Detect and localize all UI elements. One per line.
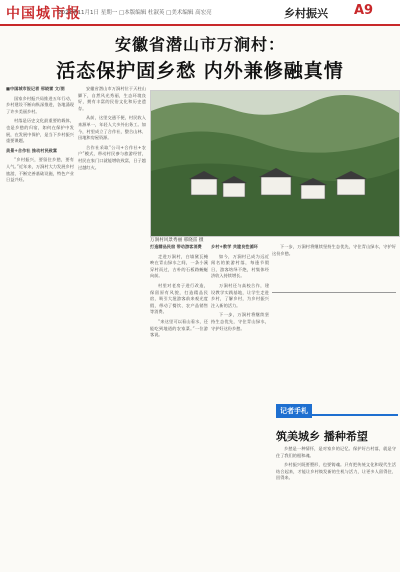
- section-divider: [272, 292, 396, 293]
- paragraph: 如今，万涧村已成为远近闻名的旅游村落，每逢节假日，游客络绎不绝，村集体经济收入持续增长。: [211, 253, 269, 279]
- paragraph: 乡村振兴既要塑形，也要铸魂。只有把传统文化和现代生活结合起来，才能让乡村焕发新的生机与活力，让更多人留得住、回得来。: [276, 462, 396, 481]
- page-number: A9: [354, 3, 374, 18]
- paragraph: 下一步，万涧村将继续坚持生态优先，守住青山绿水，守护好这份乡愁。: [211, 312, 269, 331]
- feature-badge: [276, 404, 398, 420]
- newspaper-logo: 中国城市报: [6, 6, 81, 22]
- paragraph: 万涧村还与高校合作，建设教学实践基地，让学生走进乡村，了解乡村，为乡村振兴注入新的活力。: [211, 282, 269, 308]
- paragraph: 乡愁是一种情怀，是对家乡的记忆。保护好古村落，就是守住了我们的根和魂。: [276, 446, 396, 458]
- text-column-5: [272, 244, 396, 290]
- paragraph: 从前，这里交通不便，村民收入来源单一，年轻人大多外出务工。如今，村里成立了合作社，整合山林、田地和房屋资源。: [78, 115, 146, 141]
- feature-title: 筑美城乡 播种希望: [276, 430, 368, 443]
- paragraph: 村落是历史文化最重要的载体，也是乡愁的归宿，如何在保护中发展，在发展中保护，是当下乡村振兴重要课题。: [6, 118, 74, 144]
- subheading: 美景+合作社 推动村民致富: [6, 147, 58, 153]
- paragraph: 国家乡村振兴局推进五年行动，乡村建设不断向纵深推进，各地涌现了许多美丽乡村。: [6, 95, 74, 114]
- dateline: 2021年11月1日 星期一 □本版编辑 杜淑英 □美术编辑 高宏亮: [58, 10, 212, 16]
- text-column-4: [211, 244, 269, 566]
- section-rubric: 乡村振兴: [284, 7, 328, 20]
- paragraph: “乡村振兴，要留住乡愁，要有人气。”近年来，万涧村大力发展乡村旅游，不断完善基础设施，特色产业日益兴旺。: [6, 157, 74, 183]
- paragraph: 合作社采取“公司+合作社+农户”模式，带动村民参与旅游经营，村民在家门口就能增收致富，日子越过越红火。: [78, 144, 146, 170]
- feature-text: [276, 446, 396, 566]
- subheading: 打造精品民宿 带动游客消费: [150, 244, 202, 249]
- page-header: [0, 0, 400, 26]
- text-column-1: [6, 86, 74, 566]
- badge-label: 记者手札: [276, 404, 312, 418]
- article-title-line1: 安徽省潜山市万涧村：: [114, 35, 285, 54]
- byline: ■中国城市报记者 邢晓雷 文/图: [6, 86, 65, 91]
- paragraph: 村里对老房子进行改造，保留原有风貌，打造精品民宿，吸引大批游客前来观光度假，带动了餐饮、农产品销售等消费。: [150, 282, 208, 315]
- photo-caption: 万涧村风景秀丽 邢晓雷 摄: [150, 238, 204, 243]
- paragraph: 安徽省潜山市万涧村位于天柱山脚下，自然风光秀丽，生态环境良好，拥有丰富的民俗文化和历史遗存。: [78, 86, 146, 111]
- text-column-3: [150, 244, 208, 566]
- paragraph: 走进万涧村，白墙黛瓦掩映在青山绿水之间，一条小溪穿村而过，古朴的石板路蜿蜒向前。: [150, 253, 208, 279]
- paragraph: 下一步，万涧村将继续坚持生态优先，守住青山绿水，守护好这份乡愁。: [272, 244, 396, 256]
- landscape-image: [151, 91, 399, 236]
- subheading: 乡村+教学 共建良性循环: [211, 244, 258, 249]
- paragraph: “来这里可以看山看水，还能吃到地道的农家菜。”一位游客说。: [150, 318, 208, 338]
- article-title-line2: 活态保护固乡愁 内外兼修融真情: [56, 60, 344, 82]
- text-column-2: [78, 86, 146, 566]
- village-photo: [150, 90, 400, 237]
